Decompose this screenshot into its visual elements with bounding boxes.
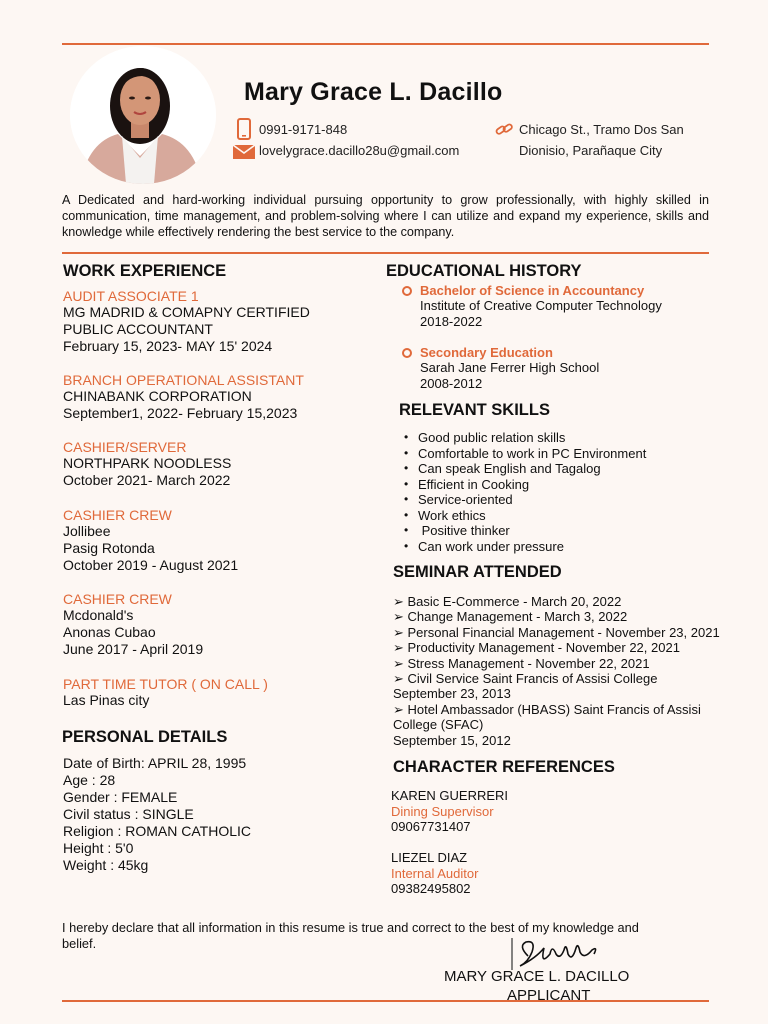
height: Height : 5'0 bbox=[63, 840, 134, 856]
top-rule bbox=[62, 43, 709, 45]
degree: Secondary Education bbox=[420, 345, 553, 360]
skill-item: • Service-oriented bbox=[400, 492, 646, 508]
job-entry bbox=[63, 591, 203, 658]
reference-entry bbox=[391, 788, 508, 835]
job-detail: PUBLIC ACCOUNTANT bbox=[63, 321, 213, 337]
seminar-list bbox=[393, 594, 720, 748]
job-detail: Pasig Rotonda bbox=[63, 540, 155, 556]
job-dates: September1, 2022- February 15,2023 bbox=[63, 405, 298, 421]
job-detail: Anonas Cubao bbox=[63, 624, 156, 640]
education-heading: EDUCATIONAL HISTORY bbox=[386, 262, 582, 280]
skill-item: • Positive thinker bbox=[400, 523, 646, 539]
skill-item: • Can work under pressure bbox=[400, 539, 646, 555]
profile-photo bbox=[70, 46, 216, 184]
link-icon bbox=[495, 122, 513, 143]
bottom-rule bbox=[62, 1000, 709, 1002]
skill-item: • Work ethics bbox=[400, 508, 646, 524]
references-heading: CHARACTER REFERENCES bbox=[393, 758, 615, 776]
phone-number: 0991-9171-848 bbox=[259, 122, 348, 137]
job-title: PART TIME TUTOR ( ON CALL ) bbox=[63, 676, 268, 692]
personal-details-heading: PERSONAL DETAILS bbox=[62, 728, 228, 746]
seminar-item: ➢ Hotel Ambassador (HBASS) Saint Francis of Assisi bbox=[393, 701, 701, 717]
religion: Religion : ROMAN CATHOLIC bbox=[63, 823, 252, 839]
mail-icon bbox=[233, 145, 255, 164]
seminar-date: September 23, 2013 bbox=[393, 686, 511, 702]
job-title: CASHIER CREW bbox=[63, 507, 172, 523]
age: Age : 28 bbox=[63, 772, 116, 788]
skills-list bbox=[400, 430, 646, 554]
job-entry bbox=[63, 288, 310, 355]
reference-phone: 09067731407 bbox=[391, 819, 471, 834]
reference-name: KAREN GUERRERI bbox=[391, 788, 509, 803]
skills-heading: RELEVANT SKILLS bbox=[399, 401, 550, 419]
job-title: CASHIER/SERVER bbox=[63, 439, 187, 455]
skill-item: • Good public relation skills bbox=[400, 430, 646, 446]
address-line-1: Chicago St., Tramo Dos San bbox=[519, 122, 684, 137]
job-dates: October 2021- March 2022 bbox=[63, 472, 231, 488]
weight: Weight : 45kg bbox=[63, 857, 149, 873]
work-experience-heading: WORK EXPERIENCE bbox=[63, 262, 227, 280]
job-title: BRANCH OPERATIONAL ASSISTANT bbox=[63, 372, 304, 388]
school-years: 2018-2022 bbox=[420, 314, 483, 329]
declaration-text: I hereby declare that all information in this resume is true and correct to the best of my knowledge and belief. bbox=[62, 920, 639, 951]
education-bullet-icon bbox=[402, 283, 412, 301]
reference-entry bbox=[391, 850, 478, 897]
job-title: AUDIT ASSOCIATE 1 bbox=[63, 288, 199, 304]
seminar-item: ➢ Change Management - March 3, 2022 bbox=[393, 609, 628, 625]
phone-icon bbox=[236, 118, 252, 145]
skill-item: • Can speak English and Tagalog bbox=[400, 461, 646, 477]
job-entry bbox=[63, 439, 231, 489]
reference-role: Dining Supervisor bbox=[391, 803, 494, 819]
reference-name: LIEZEL DIAZ bbox=[391, 850, 468, 865]
job-detail: MG MADRID & COMAPNY CERTIFIED bbox=[63, 304, 310, 320]
job-detail: CHINABANK CORPORATION bbox=[63, 388, 252, 404]
signatory-role: APPLICANT bbox=[507, 987, 591, 1004]
seminar-item: ➢ Personal Financial Management - November 23, 2021 bbox=[393, 624, 720, 640]
job-title: CASHIER CREW bbox=[63, 591, 172, 607]
reference-role: Internal Auditor bbox=[391, 865, 479, 881]
gender: Gender : FEMALE bbox=[63, 789, 178, 805]
school: Sarah Jane Ferrer High School bbox=[420, 360, 600, 375]
professional-summary: A Dedicated and hard-working individual pursuing opportunity to grow professionally, with highly skilled in communication, time management, and problem-solving where I can utilize and expand my experience, skills and knowledge while effectively rendering the best service to the company. bbox=[62, 193, 709, 239]
address-line-2: Dionisio, Parañaque City bbox=[519, 143, 663, 158]
summary-rule bbox=[62, 252, 709, 254]
seminar-date: September 15, 2012 bbox=[393, 732, 511, 748]
job-detail: Mcdonald's bbox=[63, 607, 134, 623]
skill-item: • Comfortable to work in PC Environment bbox=[400, 446, 646, 462]
school-years: 2008-2012 bbox=[420, 376, 483, 391]
job-entry bbox=[63, 372, 304, 422]
applicant-name: Mary Grace L. Dacillo bbox=[244, 78, 503, 106]
degree: Bachelor of Science in Accountancy bbox=[420, 283, 645, 298]
skill-item: • Efficient in Cooking bbox=[400, 477, 646, 493]
email-address: lovelygrace.dacillo28u@gmail.com bbox=[259, 143, 460, 158]
seminar-item: ➢ Productivity Management - November 22, 2021 bbox=[393, 640, 680, 656]
seminar-item: ➢ Stress Management - November 22, 2021 bbox=[393, 655, 650, 671]
education-bullet-icon bbox=[402, 345, 412, 363]
job-detail: Jollibee bbox=[63, 523, 111, 539]
seminar-heading: SEMINAR ATTENDED bbox=[393, 563, 562, 581]
signatory-name: MARY GRACE L. DACILLO bbox=[444, 968, 630, 985]
education-entry bbox=[420, 283, 662, 330]
job-detail: Las Pinas city bbox=[63, 692, 150, 708]
school: Institute of Creative Computer Technology bbox=[420, 298, 662, 313]
birth-date: Date of Birth: APRIL 28, 1995 bbox=[63, 755, 247, 771]
job-detail: NORTHPARK NOODLESS bbox=[63, 455, 232, 471]
job-dates: February 15, 2023- MAY 15' 2024 bbox=[63, 338, 273, 354]
personal-details-list bbox=[63, 755, 251, 874]
seminar-item: ➢ Basic E-Commerce - March 20, 2022 bbox=[393, 594, 622, 609]
job-entry bbox=[63, 507, 238, 574]
job-entry bbox=[63, 676, 268, 709]
seminar-item: ➢ Civil Service Saint Francis of Assisi College bbox=[393, 671, 658, 687]
reference-phone: 09382495802 bbox=[391, 881, 471, 896]
civil-status: Civil status : SINGLE bbox=[63, 806, 194, 822]
job-dates: June 2017 - April 2019 bbox=[63, 641, 204, 657]
education-entry bbox=[420, 345, 599, 392]
job-dates: October 2019 - August 2021 bbox=[63, 557, 239, 573]
seminar-item: College (SFAC) bbox=[393, 717, 484, 733]
